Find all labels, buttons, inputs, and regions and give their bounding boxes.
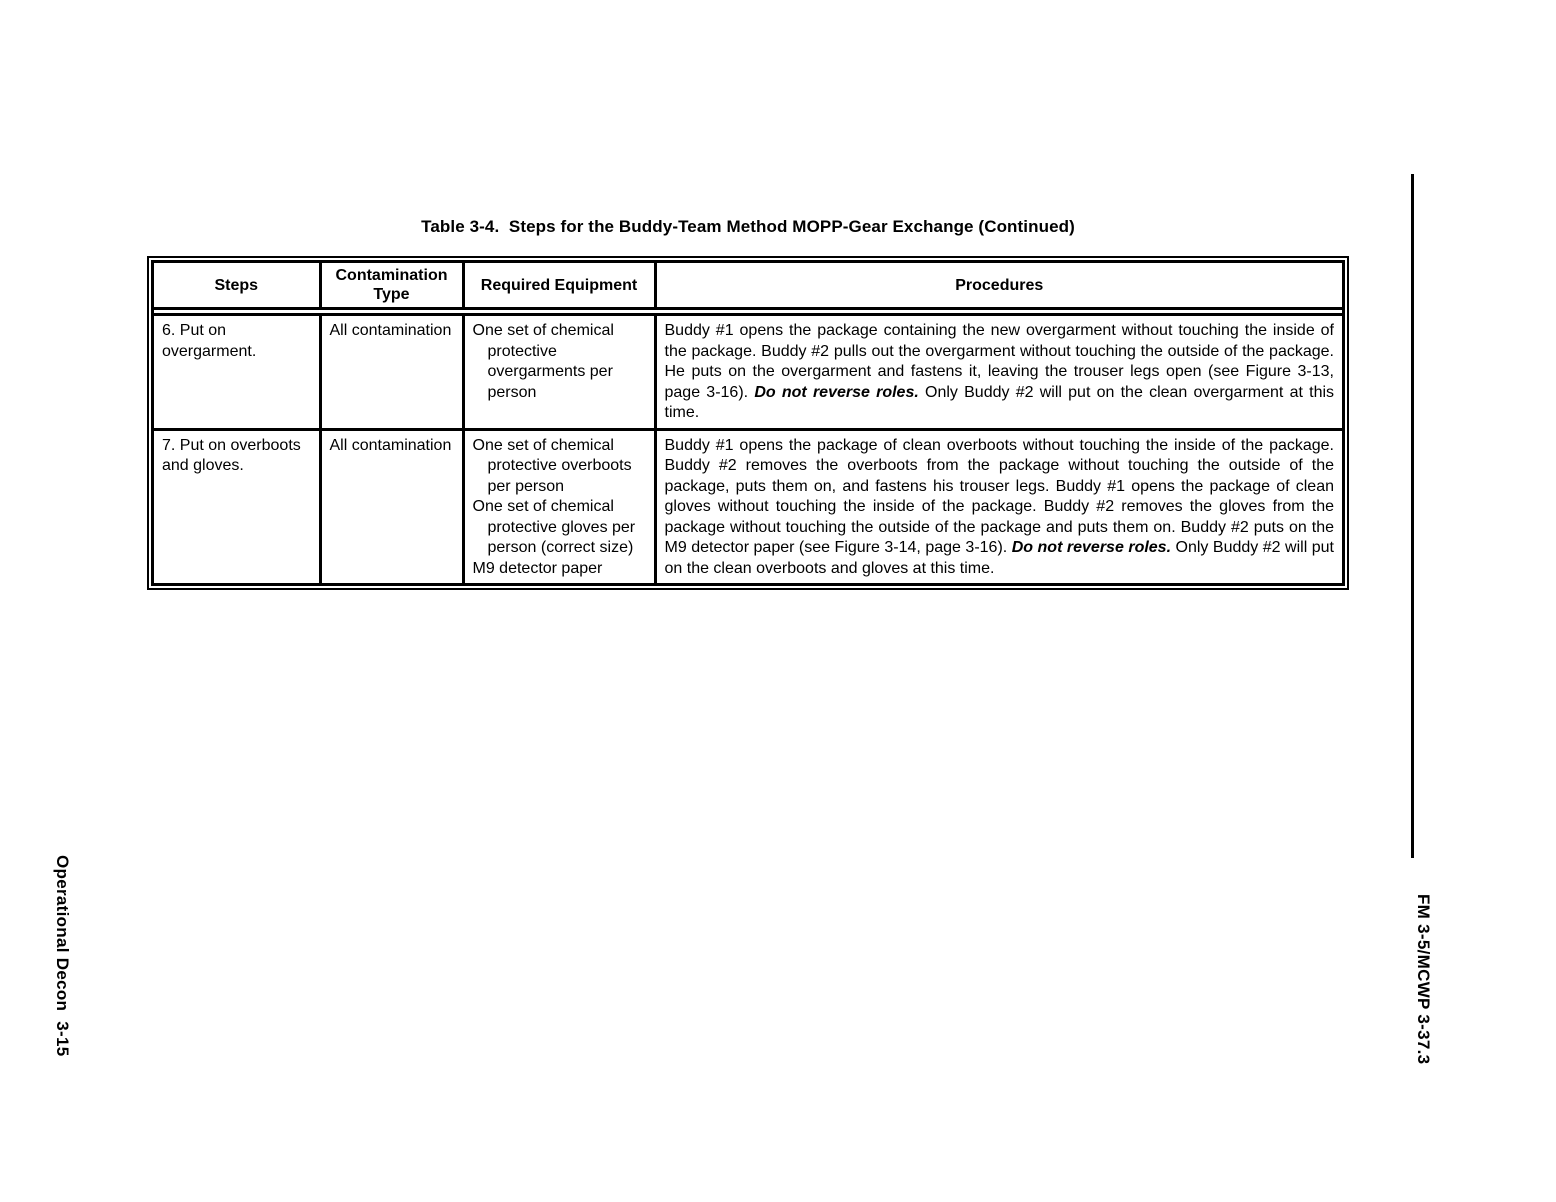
table-row-step-7 — [154, 429, 1342, 583]
step-cell: 6. Put on overgarment. — [154, 312, 320, 430]
table-title: Table 3-4. Steps for the Buddy-Team Method MOPP-Gear Exchange (Continued) — [421, 217, 1075, 236]
step-cell: 7. Put on overboots and gloves. — [154, 429, 320, 583]
procedure-cell — [655, 429, 1342, 583]
equipment-item: One set of chemical protective overboots per person — [472, 436, 632, 495]
footer-manual-number: FM 3-5/MCWP 3-37.3 — [1414, 894, 1433, 1065]
header-procedures: Procedures — [655, 263, 1342, 312]
header-contamination-type: Contamination Type — [320, 263, 463, 312]
contamination-cell: All contamination — [320, 429, 463, 583]
equipment-item: One set of chemical protective gloves per person (correct size) — [472, 498, 636, 556]
procedure-text: Buddy #1 opens the package of clean overboots without touching the inside of the package. Buddy #2 removes the overboots from the package without touching the outside of the package, puts them on, and fastens his trouser legs. Buddy #1 opens the package of clean gloves without touching the inside of the package. Buddy #2 removes the gloves from the package without touching the outside of the package and puts them on. Buddy #2 puts on the M9 detector paper (see Figure 3-14, page 3-16). — [664, 436, 1334, 556]
procedure-text: Only Buddy #2 will put on the clean overgarment at this time. — [664, 383, 1335, 421]
header-required-equipment: Required Equipment — [463, 263, 655, 312]
procedure-emphasis: Do not reverse roles. — [1011, 539, 1172, 556]
contamination-cell: All contamination — [320, 312, 463, 430]
table-inner-border — [151, 260, 1345, 586]
procedure-text: Only Buddy #2 will put on the clean overboots and gloves at this time. — [664, 539, 1335, 577]
procedure-text: Buddy #1 opens the package containing the new overgarment without touching the inside of the package. Buddy #2 pulls out the overgarment without touching the outside of the package. He puts on the overgarment and fastens it, leaving the trouser legs open (see Figure 3-13, page 3-16). — [664, 322, 1334, 401]
equipment-item: M9 detector paper — [472, 559, 603, 577]
mopp-gear-table — [147, 256, 1349, 590]
equipment-cell — [463, 429, 655, 583]
header-row — [154, 263, 1342, 312]
table-row-step-6 — [154, 312, 1342, 430]
equipment-item: One set of chemical protective overgarments per person — [472, 322, 614, 401]
procedure-emphasis: Do not reverse roles. — [754, 383, 919, 401]
header-steps: Steps — [154, 263, 320, 312]
right-margin-rule — [1411, 174, 1414, 858]
equipment-cell — [463, 312, 655, 430]
footer-page-label: Operational Decon 3-15 — [53, 855, 72, 1057]
procedure-cell — [655, 312, 1342, 430]
